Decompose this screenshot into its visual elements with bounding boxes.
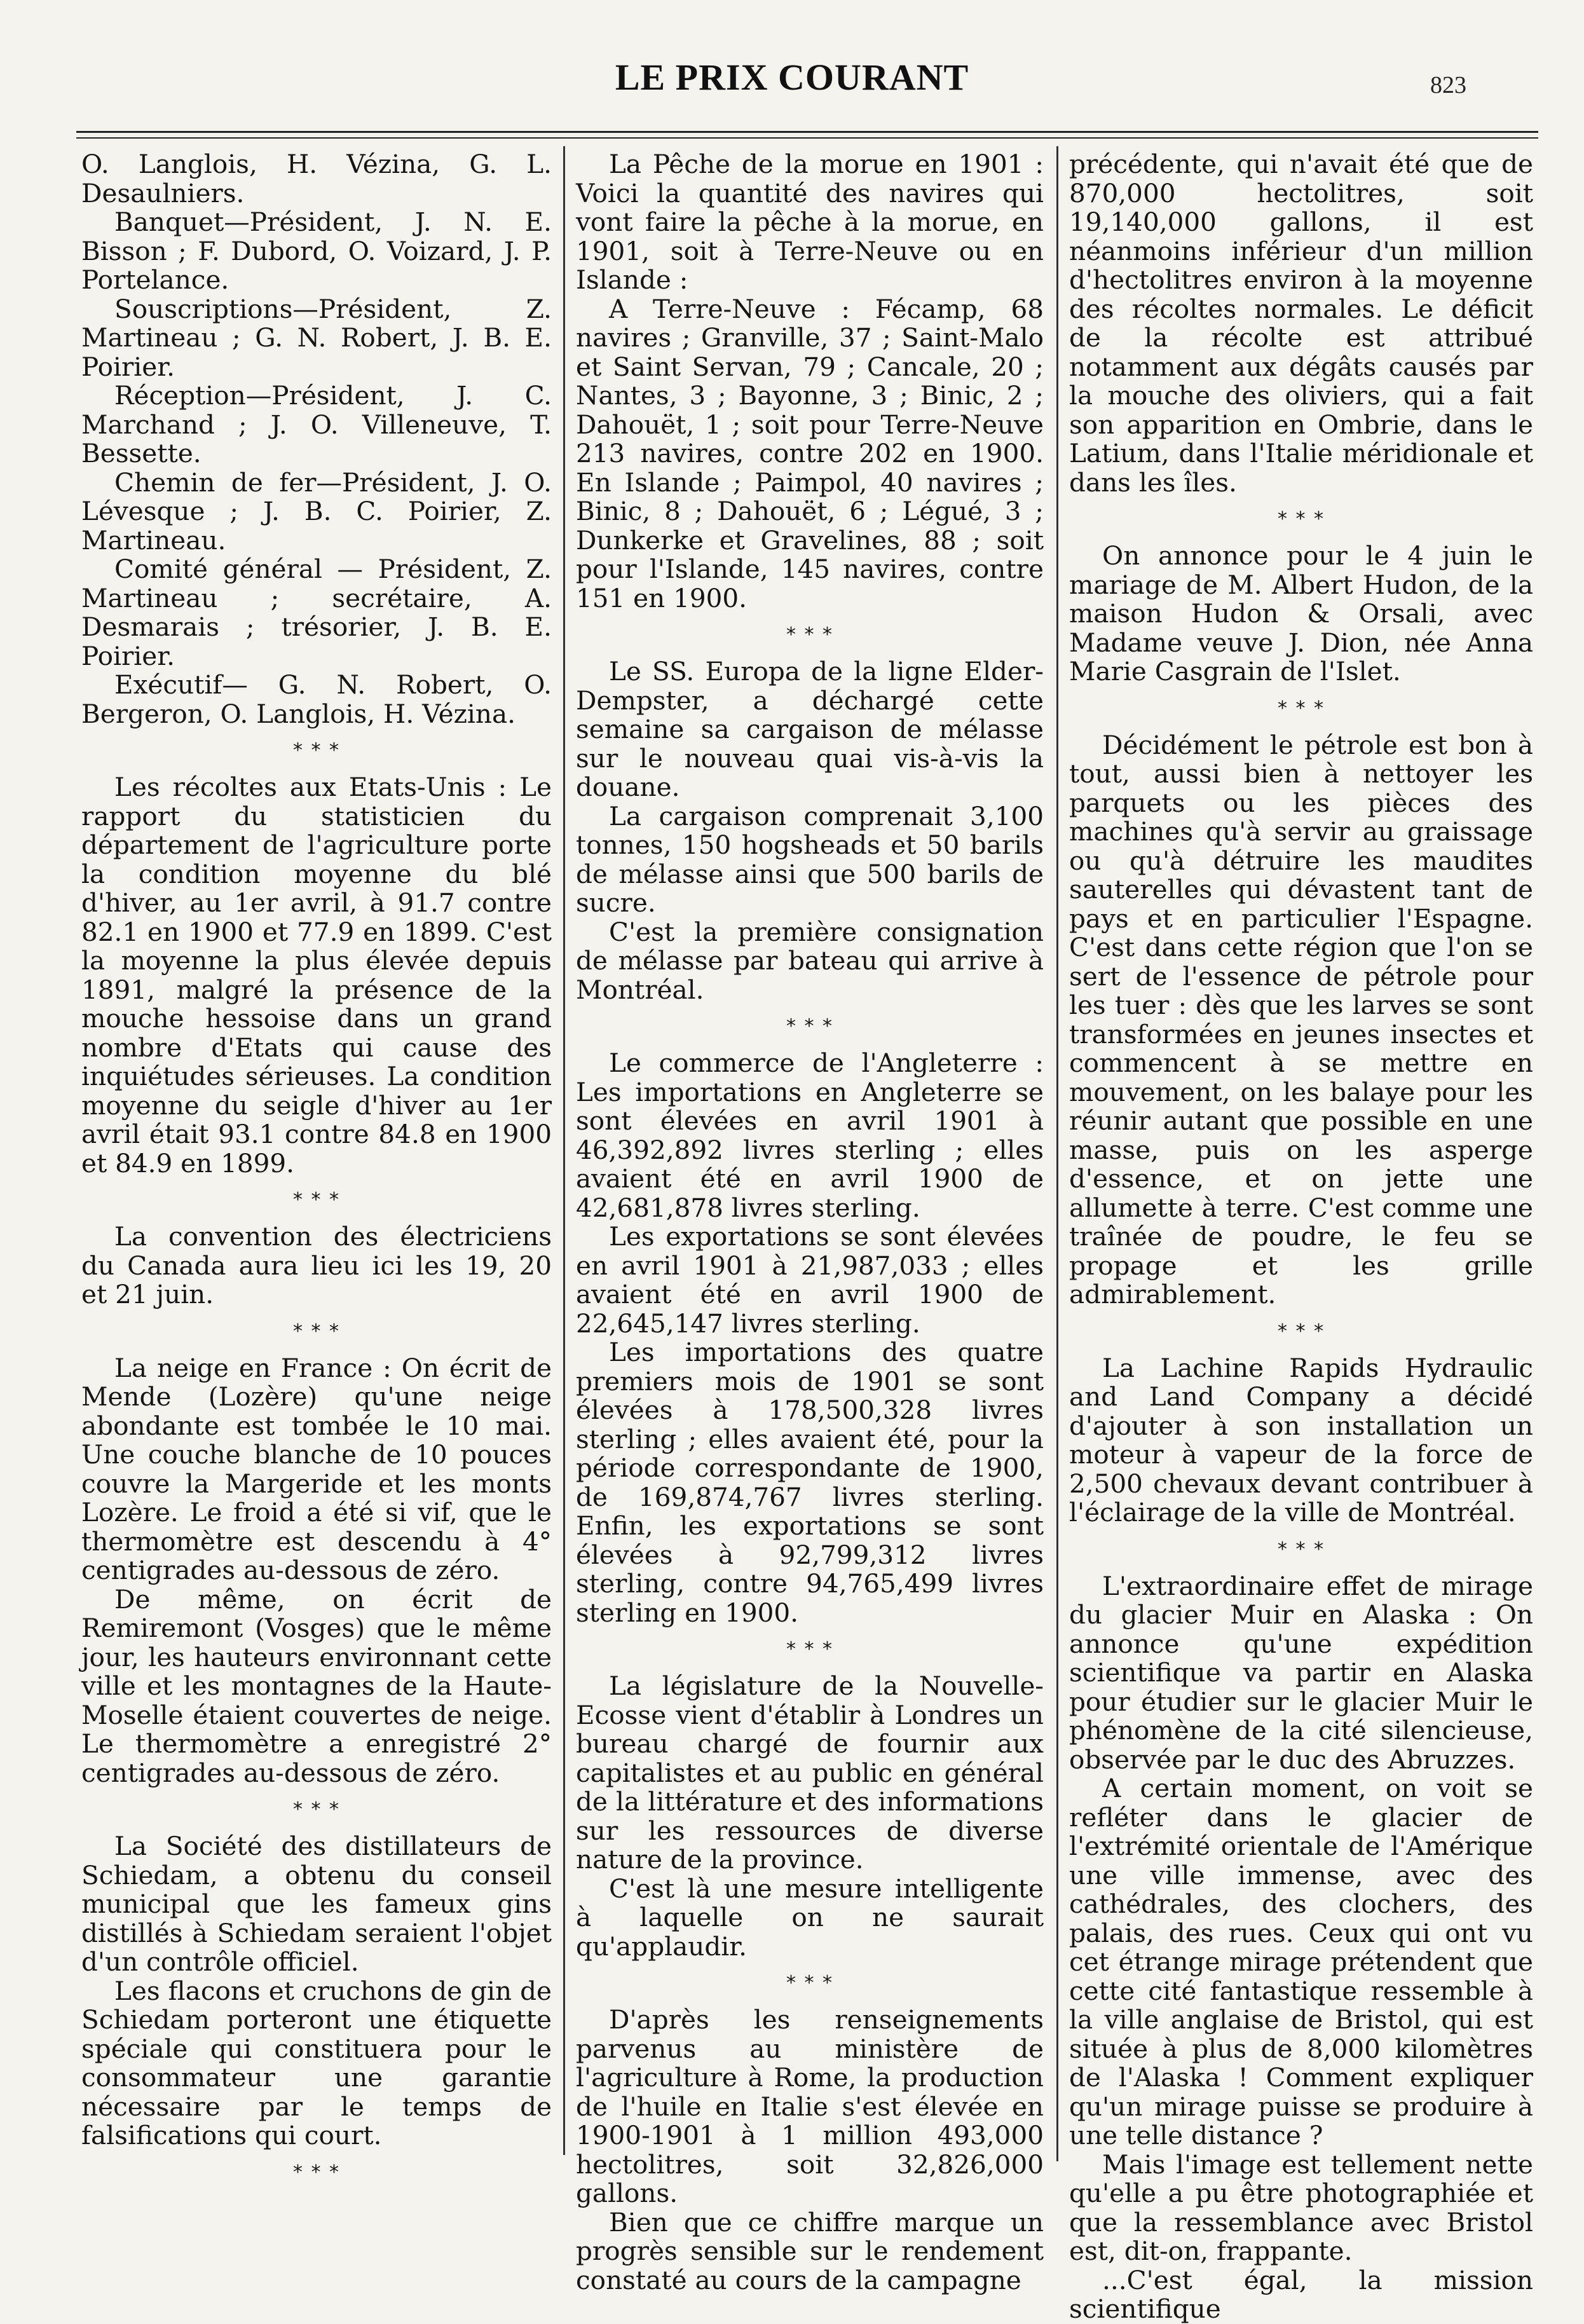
section-separator: * * * — [1277, 697, 1325, 720]
section-separator: * * * — [786, 1638, 834, 1660]
page-number: 823 — [1430, 72, 1466, 99]
paragraph: précédente, qui n'avait été que de 870,000 hectolitres, soit 19,140,000 gallons, il est néanmoins inférieur d'un million d'hectolitres environ à la moyenne des récoltes normales. Le déficit de la récolte est attribué notamment aux dégâts causés par la mouche des oliviers, qui a fait son apparition en Ombrie, dans le Latium, dans l'Italie méridionale et dans les îles. — [1069, 149, 1533, 498]
column-3 — [1069, 149, 1533, 2324]
paragraph: La Société des distillateurs de Schiedam, a obtenu du conseil municipal que les fameux gins distillés à Schiedam seraient l'objet d'un contrôle officiel. — [81, 1831, 552, 1977]
paragraph: Bien que ce chiffre marque un progrès sensible sur le rendement constaté au cours de la campagne — [576, 2206, 1044, 2295]
paragraph: A Terre-Neuve : Fécamp, 68 navires ; Granville, 37 ; Saint-Malo et Saint Servan, 79 ; Cancale, 20 ; Nantes, 3 ; Bayonne, 3 ; Binic, 2 ; Dahouët, 1 ; soit pour Terre-Neuve 213 navires, contre 202 en 1900. En Islande ; Paimpol, 40 navires ; Binic, 8 ; Dahouët, 6 ; Légué, 3 ; Dunkerke et Gravelines, 88 ; soit pour l'Islande, 145 navires, contre 151 en 1900. — [576, 293, 1044, 613]
section-separator: * * * — [292, 1189, 341, 1211]
paragraph: Exécutif— G. N. Robert, O. Bergeron, O. Langlois, H. Vézina. — [81, 669, 552, 729]
paragraph: Le SS. Europa de la ligne Elder-Dempster, a déchargé cette semaine sa cargaison de mélasse sur le nouveau quai vis-à-vis la douane. — [576, 656, 1044, 802]
section-separator: * * * — [1277, 508, 1325, 530]
section-separator: * * * — [292, 2161, 341, 2184]
paragraph: Les flacons et cruchons de gin de Schiedam porteront une étiquette spéciale qui constituera pour le consommateur une garantie nécessaire par le temps de falsifications qui court. — [81, 1975, 552, 2150]
paragraph: La législature de la Nouvelle-Ecosse vient d'établir à Londres un bureau chargé de fournir aux capitalistes et au public en général de la littérature et des informations sur les ressources de diverse nature de la province. — [576, 1671, 1044, 1875]
header-rule-thin — [76, 137, 1538, 139]
paragraph: La convention des électriciens du Canada aura lieu ici les 19, 20 et 21 juin. — [81, 1221, 552, 1309]
column-divider-1 — [563, 146, 565, 2155]
paragraph: On annonce pour le 4 juin le mariage de M. Albert Hudon, de la maison Hudon & Orsali, avec Madame veuve J. Dion, née Anna Marie Casgrain de l'Islet. — [1069, 540, 1533, 687]
paragraph: Les récoltes aux Etats-Unis : Le rapport du statisticien du département de l'agriculture porte la condition moyenne du blé d'hiver, au 1er avril, à 91.7 contre 82.1 en 1900 et 77.9 en 1899. C'est la moyenne la plus élevée depuis 1891, malgré la présence de la mouche hessoise dans un grand nombre d'Etats qui cause des inquiétudes sérieuses. La condition moyenne du seigle d'hiver au 1er avril était 93.1 contre 84.8 en 1900 et 84.9 en 1899. — [81, 772, 552, 1179]
section-separator: * * * — [292, 1798, 341, 1821]
paragraph: Mais l'image est tellement nette qu'elle a pu être photographiée et que la ressemblance avec Bristol est, dit-on, frappante. — [1069, 2149, 1533, 2266]
paragraph: Chemin de fer—Président, J. O. Lévesque ; J. B. C. Poirier, Z. Martineau. — [81, 467, 552, 556]
paragraph: Banquet—Président, J. N. E. Bisson ; F. Dubord, O. Voizard, J. P. Portelance. — [81, 207, 552, 295]
paragraph: La Lachine Rapids Hydraulic and Land Company a décidé d'ajouter à son installation un moteur à vapeur de la force de 2,500 chevaux devant contribuer à l'éclairage de la ville de Montréal. — [1069, 1352, 1533, 1528]
section-separator: * * * — [786, 1972, 834, 1994]
paragraph: Réception—Président, J. C. Marchand ; J. O. Villeneuve, T. Bessette. — [81, 380, 552, 468]
paragraph: La cargaison comprenait 3,100 tonnes, 150 hogsheads et 50 barils de mélasse ainsi que 500 barils de sucre. — [576, 800, 1044, 918]
paragraph: C'est la première consignation de mélasse par bateau qui arrive à Montréal. — [576, 916, 1044, 1005]
header-rule — [76, 131, 1538, 133]
paragraph: D'après les renseignements parvenus au ministère de l'agriculture à Rome, la production de l'huile en Italie s'est élevée en 1900-1901 à 1 million 493,000 hectolitres, soit 32,826,000 gallons. — [576, 2004, 1044, 2208]
paragraph: L'extraordinaire effet de mirage du glacier Muir en Alaska : On annonce qu'une expédition scientifique va partir en Alaska pour étudier sur le glacier Muir le phénomène de la cité silencieuse, observée par le duc des Abruzzes. — [1069, 1570, 1533, 1775]
masthead: LE PRIX COURANT — [615, 57, 969, 98]
paragraph: De même, on écrit de Remiremont (Vosges) que le même jour, les hauteurs environnant cette ville et les montagnes de la Haute-Moselle étaient couvertes de neige. Le thermomètre a enregistré 2° centigrades au-dessous de zéro. — [81, 1583, 552, 1788]
section-separator: * * * — [1277, 1538, 1325, 1561]
section-separator: * * * — [1277, 1320, 1325, 1343]
paragraph: C'est là une mesure intelligente à laquelle on ne saurait qu'applaudir. — [576, 1873, 1044, 1962]
column-1 — [81, 149, 552, 2184]
column-divider-2 — [1056, 146, 1058, 2161]
section-separator: * * * — [292, 1320, 341, 1343]
column-2 — [576, 149, 1044, 2295]
paragraph: O. Langlois, H. Vézina, G. L. Desaulniers. — [81, 149, 552, 208]
paragraph: ...C'est égal, la mission scientifique — [1069, 2264, 1533, 2324]
section-separator: * * * — [786, 624, 834, 646]
paragraph: Comité général — Président, Z. Martineau ; secrétaire, A. Desmarais ; trésorier, J. B. E. Poirier. — [81, 554, 552, 671]
paragraph: Souscriptions—Président, Z. Martineau ; G. N. Robert, J. B. E. Poirier. — [81, 293, 552, 382]
section-separator: * * * — [292, 739, 341, 762]
paragraph: Le commerce de l'Angleterre : Les importations en Angleterre se sont élevées en avril 1901 à 46,392,892 livres sterling ; elles avaient été en avril 1900 de 42,681,878 livres sterling. — [576, 1048, 1044, 1223]
paragraph: La neige en France : On écrit de Mende (Lozère) qu'une neige abondante est tombée le 10 mai. Une couche blanche de 10 pouces couvre la Margeride et les monts Lozère. Le froid a été si vif, que le thermomètre est descendu à 4° centigrades au-dessous de zéro. — [81, 1352, 552, 1585]
paragraph: Les exportations se sont élevées en avril 1901 à 21,987,033 ; elles avaient été en avril 1900 de 22,645,147 livres sterling. — [576, 1221, 1044, 1339]
paragraph: La Pêche de la morue en 1901 : Voici la quantité des navires qui vont faire la pêche à la morue, en 1901, soit à Terre-Neuve ou en Islande : — [576, 149, 1044, 295]
paragraph: Décidément le pétrole est bon à tout, aussi bien à nettoyer les parquets ou les pièces des machines qu'à servir au graissage ou qu'à détruire les maudites sauterelles qui dévastent tant de pays et en particulier l'Espagne. C'est dans cette région que l'on se sert de l'essence de pétrole pour les tuer : dès que les larves se sont transformées en jeunes insectes et commencent à se mettre en mouvement, on les balaye pour les réunir autant que possible en une masse, puis on les asperge d'essence, et on jette une allumette à terre. C'est comme une traînée de poudre, le feu se propage et les grille admirablement. — [1069, 729, 1533, 1309]
paragraph: A certain moment, on voit se refléter dans le glacier de l'extrémité orientale de l'Amérique une ville immense, avec des cathédrales, des clochers, des palais, des rues. Ceux qui ont vu cet étrange mirage prétendent que cette cité fantastique ressemble à la ville anglaise de Bristol, qui est située à plus de 8,000 kilomètres de l'Alaska ! Comment expliquer qu'un mirage puisse se produire à une telle distance ? — [1069, 1773, 1533, 2150]
paragraph: Les importations des quatre premiers mois de 1901 se sont élevées à 178,500,328 livres sterling ; elles avaient été, pour la période correspondante de 1900, de 169,874,767 livres sterling. Enfin, les exportations se sont élevées à 92,799,312 livres sterling, contre 94,765,499 livres sterling en 1900. — [576, 1337, 1044, 1628]
section-separator: * * * — [786, 1015, 834, 1037]
